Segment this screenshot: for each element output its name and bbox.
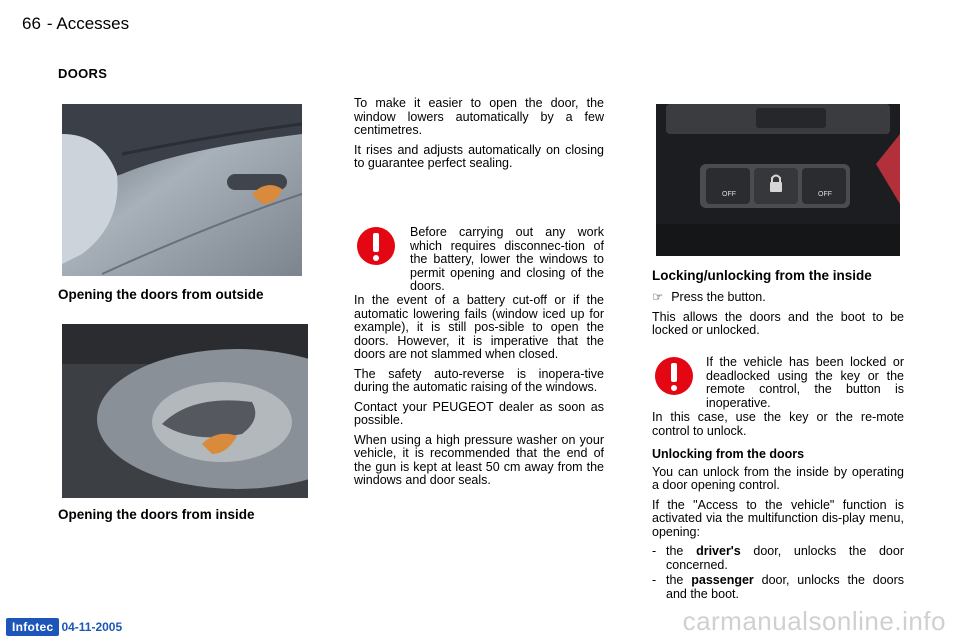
- press-button-step: [652, 291, 904, 305]
- watermark: carmanualsonline.info: [682, 606, 946, 636]
- unlock-inside-text: You can unlock from the inside by operating a door opening control.: [652, 464, 904, 492]
- press-button-text: Press the button.: [671, 290, 766, 304]
- intro-paragraph-2: It rises and adjusts automatically on closing to guarantee perfect sealing.: [354, 142, 604, 170]
- chapter-title: Accesses: [56, 14, 130, 33]
- key-warning-text: If the vehicle has been locked or deadlocked using the key or the remote control, the button is inoperative.: [706, 355, 904, 410]
- intro-paragraph-1: To make it easier to open the door, the window lowers automatically by a few centimetres.: [354, 96, 604, 137]
- header-separator: -: [46, 14, 53, 33]
- paragraph-contact-dealer: Contact your PEUGEOT dealer as soon as possible.: [354, 399, 604, 427]
- lock-icon: [770, 182, 782, 192]
- paragraph-auto-reverse: The safety auto-reverse is inopera-tive during the automatic raising of the windows.: [354, 366, 604, 394]
- edition-date: 04-11-2005: [61, 620, 123, 634]
- photo-inside-handle: [62, 324, 308, 498]
- section-title: DOORS: [58, 66, 108, 81]
- paragraph-pressure-washer: When using a high pressure washer on your vehicle, it is recommended that the end of the gun is kept at least 50 cm away from the windows and door seals.: [354, 432, 604, 487]
- footer: [6, 618, 122, 636]
- right-column: [652, 268, 904, 344]
- photo-outside-handle: [62, 104, 302, 276]
- infotec-logo: Infotec: [6, 618, 59, 636]
- caption-inside: Opening the doors from inside: [58, 507, 255, 522]
- lock-unlock-text: This allows the doors and the boot to be locked or unlocked.: [652, 309, 904, 337]
- paragraph-cutoff: In the event of a battery cut-off or if the automatic lowering fails (window iced up for example), it is still pos-sible to open the doors. However, it is imperative that the doors are not slammed when closed.: [354, 293, 604, 361]
- passenger-door-item: - the passenger door, unlocks the doors and the boot.: [652, 573, 905, 601]
- page-header: [22, 14, 129, 34]
- intro-text: [354, 97, 604, 177]
- panel-label-left: OFF: [722, 191, 736, 198]
- photo-lock-panel: [656, 104, 900, 256]
- key-warning: [654, 356, 904, 410]
- right-column-lower: [652, 411, 904, 603]
- warning-exclamation-icon: [654, 356, 694, 396]
- unlocking-subheading: Unlocking from the doors: [652, 447, 805, 461]
- driver-door-item: - the driver's door, unlocks the door concerned.: [652, 544, 904, 572]
- warning-exclamation-icon: [356, 226, 396, 266]
- caption-outside: Opening the doors from outside: [58, 287, 264, 302]
- use-key-text: In this case, use the key or the re-mote control to unlock.: [652, 410, 904, 438]
- locking-heading: Locking/unlocking from the inside: [652, 268, 872, 283]
- battery-warning-text: Before carrying out any work which requires disconnec-tion of the battery, lower the windows to permit opening and closing of the doors.: [410, 225, 604, 293]
- access-function-text: If the "Access to the vehicle" function is activated via the multifunction dis-play menu, opening:: [652, 497, 904, 539]
- page-number: 66: [22, 14, 41, 33]
- hand-pointer-icon: ☞: [652, 290, 664, 304]
- battery-cutoff-text: [354, 294, 604, 494]
- panel-label-right: OFF: [818, 191, 832, 198]
- battery-warning: [356, 226, 604, 294]
